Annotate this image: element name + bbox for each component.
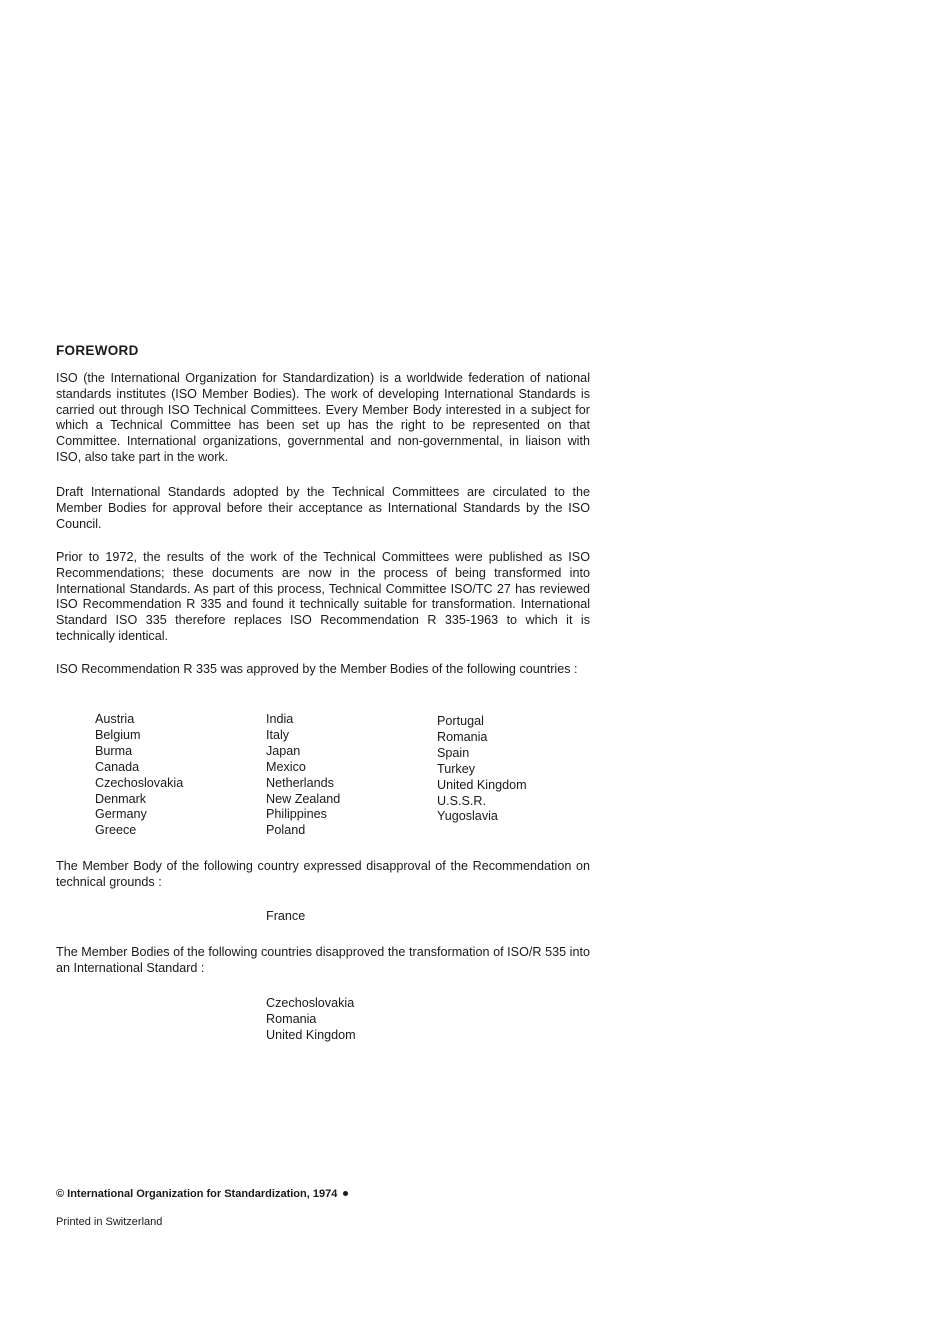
disapproving-country-list [266,909,305,925]
paragraph-text: Prior to 1972, the results of the work of the Technical Committees were published as ISO Recommendations; these documents are now in the process of being transformed into International Standards. As part of this process, Technical Committee ISO/TC 27 has reviewed ISO Recommendation R 335 and found it technically suitable for transformation. International Standard ISO 335 therefore replaces ISO Recommendation R 335-1963 to which it is technically identical. [56,550,590,643]
paragraph-text: ISO (the International Organization for Standardization) is a worldwide federation of national standards institutes (ISO Member Bodies). The work of developing International Standards is carried out through ISO Technical Committees. Every Member Body interested in a subject for which a Technical Committee has been set up has the right to be represented on that Committee. International organizations, governmental and non-governmental, in liaison with ISO, also take part in the work. [56,371,590,464]
foreword-paragraph-2 [56,485,590,532]
approving-countries-column-c [437,714,527,825]
country-name: Belgium [95,727,141,742]
paragraph-text: The Member Bodies of the following countries disapproved the transformation of ISO/R 535 into an International Standard : [56,945,590,975]
approving-countries-column-a [95,712,183,839]
country-name: Poland [266,823,306,838]
paragraph-text: The Member Body of the following country expressed disapproval of the Recommendation on technical grounds : [56,859,590,889]
country-name: Germany [95,807,147,822]
country-name: Burma [95,743,133,758]
country-name: United Kingdom [266,1027,356,1042]
country-name: France [266,909,306,923]
foreword-paragraph-3 [56,550,590,645]
country-name: Canada [95,759,140,774]
approving-countries-column-b [266,712,340,839]
country-name: Austria [95,712,135,726]
country-name: Italy [266,727,290,742]
country-name: Turkey [437,761,476,776]
foreword-paragraph-1 [56,371,590,466]
country-name: Denmark [95,791,147,806]
country-name: Mexico [266,759,306,774]
bullet-icon [343,1191,348,1196]
country-name: Spain [437,745,470,760]
country-name: New Zealand [266,791,341,806]
country-name: Romania [266,1011,317,1026]
page-title: FOREWORD [56,343,139,358]
country-name: Czechoslovakia [95,775,184,790]
country-name: Czechoslovakia [266,996,355,1010]
country-name: United Kingdom [437,777,527,792]
country-name: Yugoslavia [437,809,498,824]
country-name: Philippines [266,807,327,822]
transformation-disapproving-countries [266,996,356,1044]
copyright-text: © International Organization for Standardization, 1974 [56,1188,338,1200]
printed-location: Printed in Switzerland [56,1216,163,1228]
transformation-paragraph [56,945,590,977]
country-name: India [266,712,294,726]
paragraph-text: ISO Recommendation R 335 was approved by the Member Bodies of the following countries : [56,662,578,676]
country-name: Greece [95,823,137,838]
country-name: Japan [266,743,301,758]
country-name: Romania [437,729,488,744]
paragraph-text: Draft International Standards adopted by the Technical Committees are circulated to the Member Bodies for approval before their acceptance as International Standards by the ISO Council. [56,485,590,531]
country-name: U.S.S.R. [437,793,486,808]
country-name: Portugal [437,714,484,728]
country-name: Netherlands [266,775,334,790]
copyright-notice [56,1188,348,1200]
disapproval-paragraph [56,859,590,891]
approval-intro-paragraph [56,662,590,678]
